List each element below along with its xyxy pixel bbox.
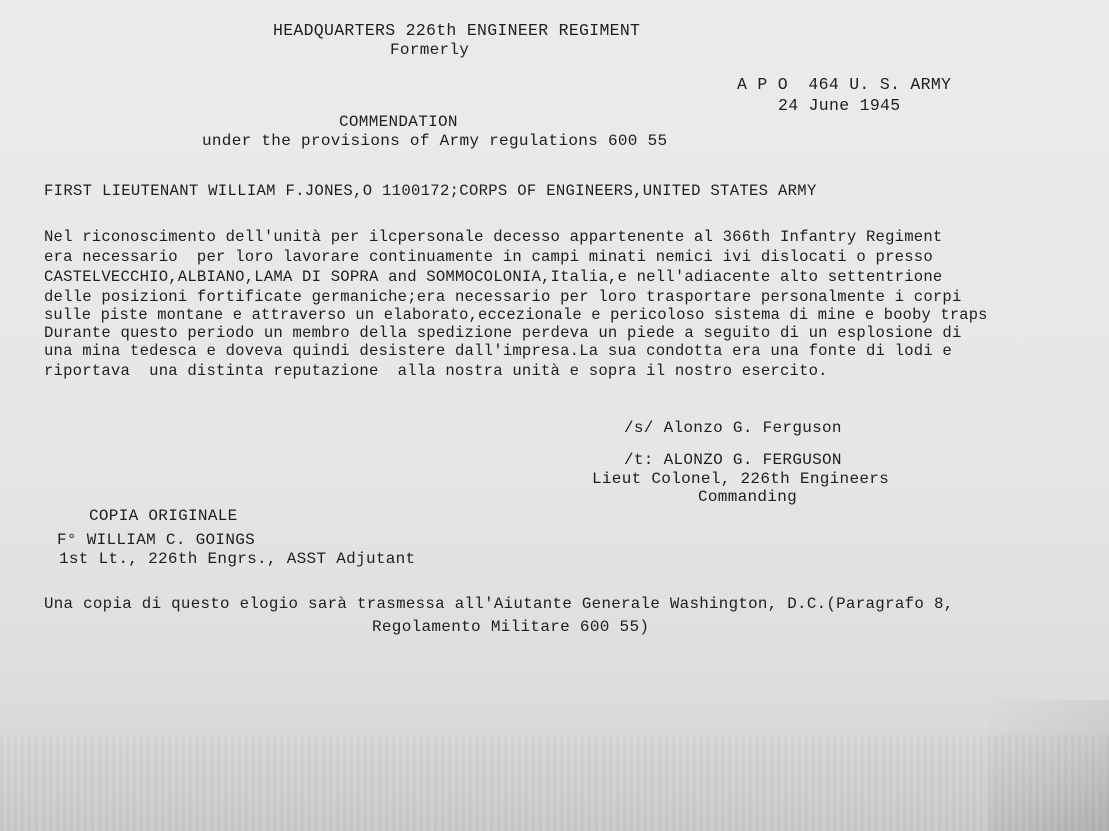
commendation-subheading: under the provisions of Army regulations 600 55 [202,132,668,150]
body-line: una mina tedesca e doveva quindi desistere dall'impresa.La sua condotta era una fonte di lodi e [44,342,952,360]
copy-title: 1st Lt., 226th Engrs., ASST Adjutant [59,550,416,568]
body-line: riportava una distinta reputazione alla nostra unità e sopra il nostro esercito. [44,362,828,380]
body-line: sulle piste montane e attraverso un elaborato,eccezionale e pericoloso sistema di mine e booby traps [44,306,988,324]
header-formerly: Formerly [390,41,470,59]
commendation-heading: COMMENDATION [339,113,458,131]
signature-rank: Lieut Colonel, 226th Engineers [592,470,890,488]
recipient-line: FIRST LIEUTENANT WILLIAM F.JONES,O 1100172;CORPS OF ENGINEERS,UNITED STATES ARMY [44,182,817,200]
body-line: delle posizioni fortificate germaniche;era necessario per loro trasportare personalmente i corpi [44,288,962,306]
footer-line-2: Regolamento Militare 600 55) [372,618,650,636]
scan-shadow-band [0,735,1109,831]
header-unit-line: HEADQUARTERS 226th ENGINEER REGIMENT [273,21,641,40]
apo-line: A P O 464 U. S. ARMY [737,75,952,94]
footer-line-1: Una copia di questo elogio sarà trasmessa all'Aiutante Generale Washington, D.C.(Paragrafo 8, [44,595,954,613]
date-line: 24 June 1945 [778,96,901,115]
body-line: era necessario per loro lavorare continuamente in campi minati nemici ivi dislocati o presso [44,248,933,266]
signature-signed: /s/ Alonzo G. Ferguson [624,419,842,437]
body-line: CASTELVECCHIO,ALBIANO,LAMA DI SOPRA and SOMMOCOLONIA,Italia,e nell'adiacente alto settentrione [44,268,943,286]
signature-typed: /t: ALONZO G. FERGUSON [624,451,842,469]
body-line: Durante questo periodo un membro della spedizione perdeva un piede a seguito di un esplosione di [44,324,962,342]
body-line: Nel riconoscimento dell'unità per ilcpersonale decesso appartenente al 366th Infantry Regiment [44,228,943,246]
copy-label: COPIA ORIGINALE [89,507,238,525]
page-curl-shadow [989,700,1109,831]
signature-role: Commanding [698,488,798,506]
copy-name: F° WILLIAM C. GOINGS [57,531,256,549]
